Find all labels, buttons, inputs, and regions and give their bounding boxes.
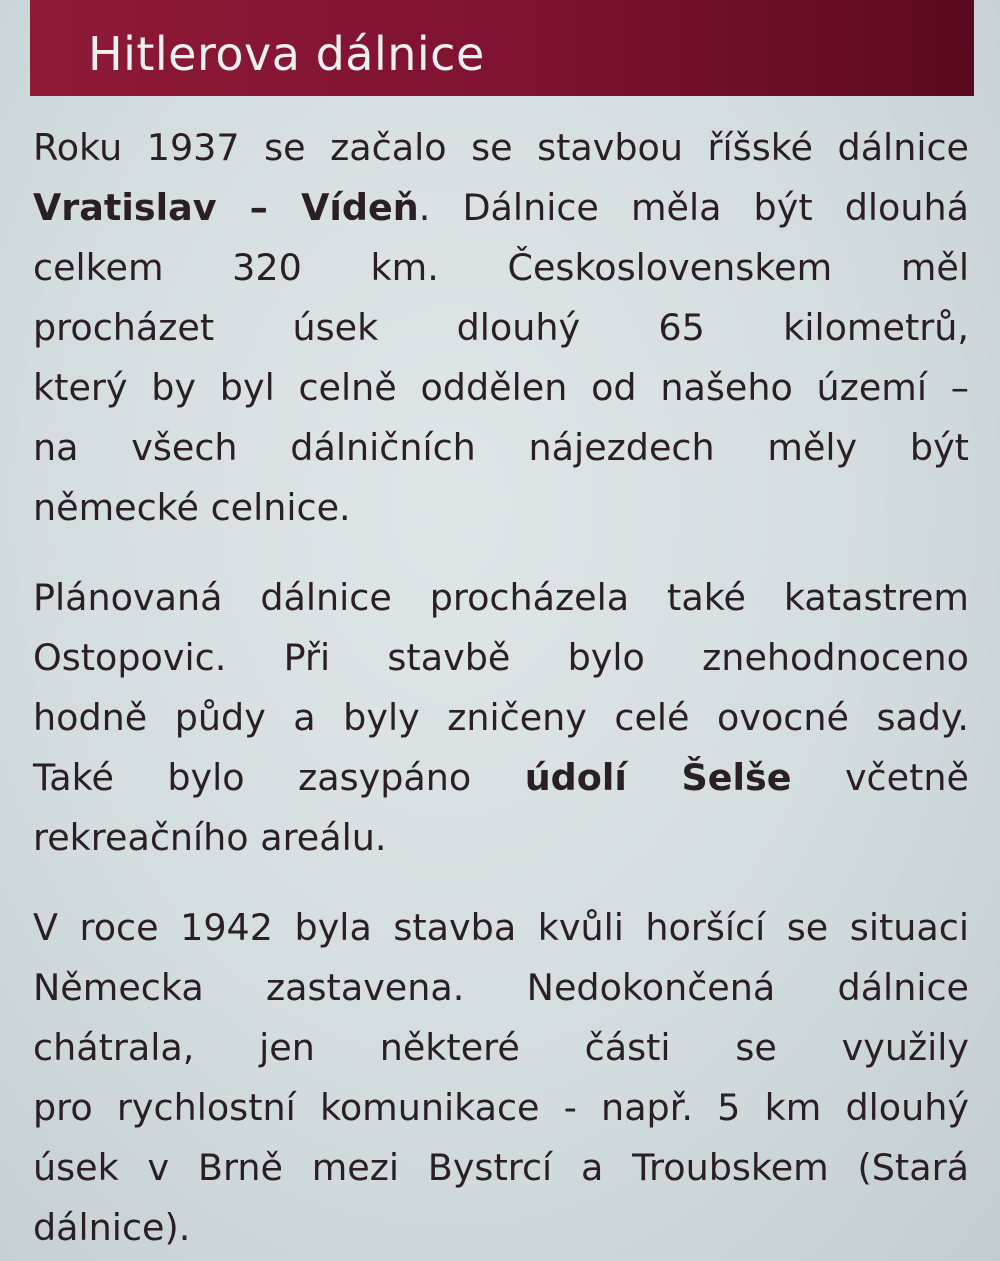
- paragraph-1-line-3: celkem 320 km. Československem měl: [33, 246, 969, 289]
- paragraph-2-line-5: rekreačního areálu.: [33, 816, 387, 859]
- sign-body: [33, 118, 969, 1258]
- paragraph-2-line-4-post: včetně: [791, 756, 969, 799]
- paragraph-1-line-2: [33, 178, 969, 238]
- paragraph-2-line-3: hodně půdy a byly zničeny celé ovocné sady.: [33, 696, 969, 739]
- paragraph-1-line-2-rest: . Dálnice měla být dlouhá: [418, 186, 969, 229]
- highway-route: Vratislav – Vídeň: [33, 186, 419, 229]
- title-banner: [30, 0, 974, 96]
- sign-title: Hitlerova dálnice: [88, 27, 485, 81]
- valley-name: údolí Šelše: [524, 756, 792, 799]
- paragraph-3-line-1: V roce 1942 byla stavba kvůli horšící se situaci: [33, 906, 969, 949]
- paragraph-1-line-1: Roku 1937 se začalo se stavbou říšské dálnice: [33, 126, 969, 169]
- paragraph-2-line-2: Ostopovic. Při stavbě bylo znehodnoceno: [33, 636, 969, 679]
- paragraph-3-line-4: pro rychlostní komunikace - např. 5 km dlouhý: [33, 1086, 969, 1129]
- paragraph-3: [33, 898, 969, 1258]
- paragraph-1-line-5: který by byl celně oddělen od našeho území –: [33, 366, 969, 409]
- paragraph-1-line-6: na všech dálničních nájezdech měly být: [33, 426, 969, 469]
- paragraph-2-line-4-pre: Také bylo zasypáno: [33, 756, 525, 799]
- paragraph-3-line-6: dálnice).: [33, 1206, 191, 1249]
- paragraph-3-line-2: Německa zastavena. Nedokončená dálnice: [33, 966, 969, 1009]
- paragraph-1: [33, 118, 969, 538]
- paragraph-2: [33, 568, 969, 868]
- paragraph-2-line-1: Plánovaná dálnice procházela také katastrem: [33, 576, 969, 619]
- paragraph-3-line-5: úsek v Brně mezi Bystrcí a Troubskem (Stará: [33, 1146, 969, 1189]
- paragraph-2-line-4: [33, 748, 969, 808]
- paragraph-1-line-7: německé celnice.: [33, 486, 351, 529]
- paragraph-3-line-3: chátrala, jen některé části se využily: [33, 1026, 969, 1069]
- paragraph-1-line-4: procházet úsek dlouhý 65 kilometrů,: [33, 306, 969, 349]
